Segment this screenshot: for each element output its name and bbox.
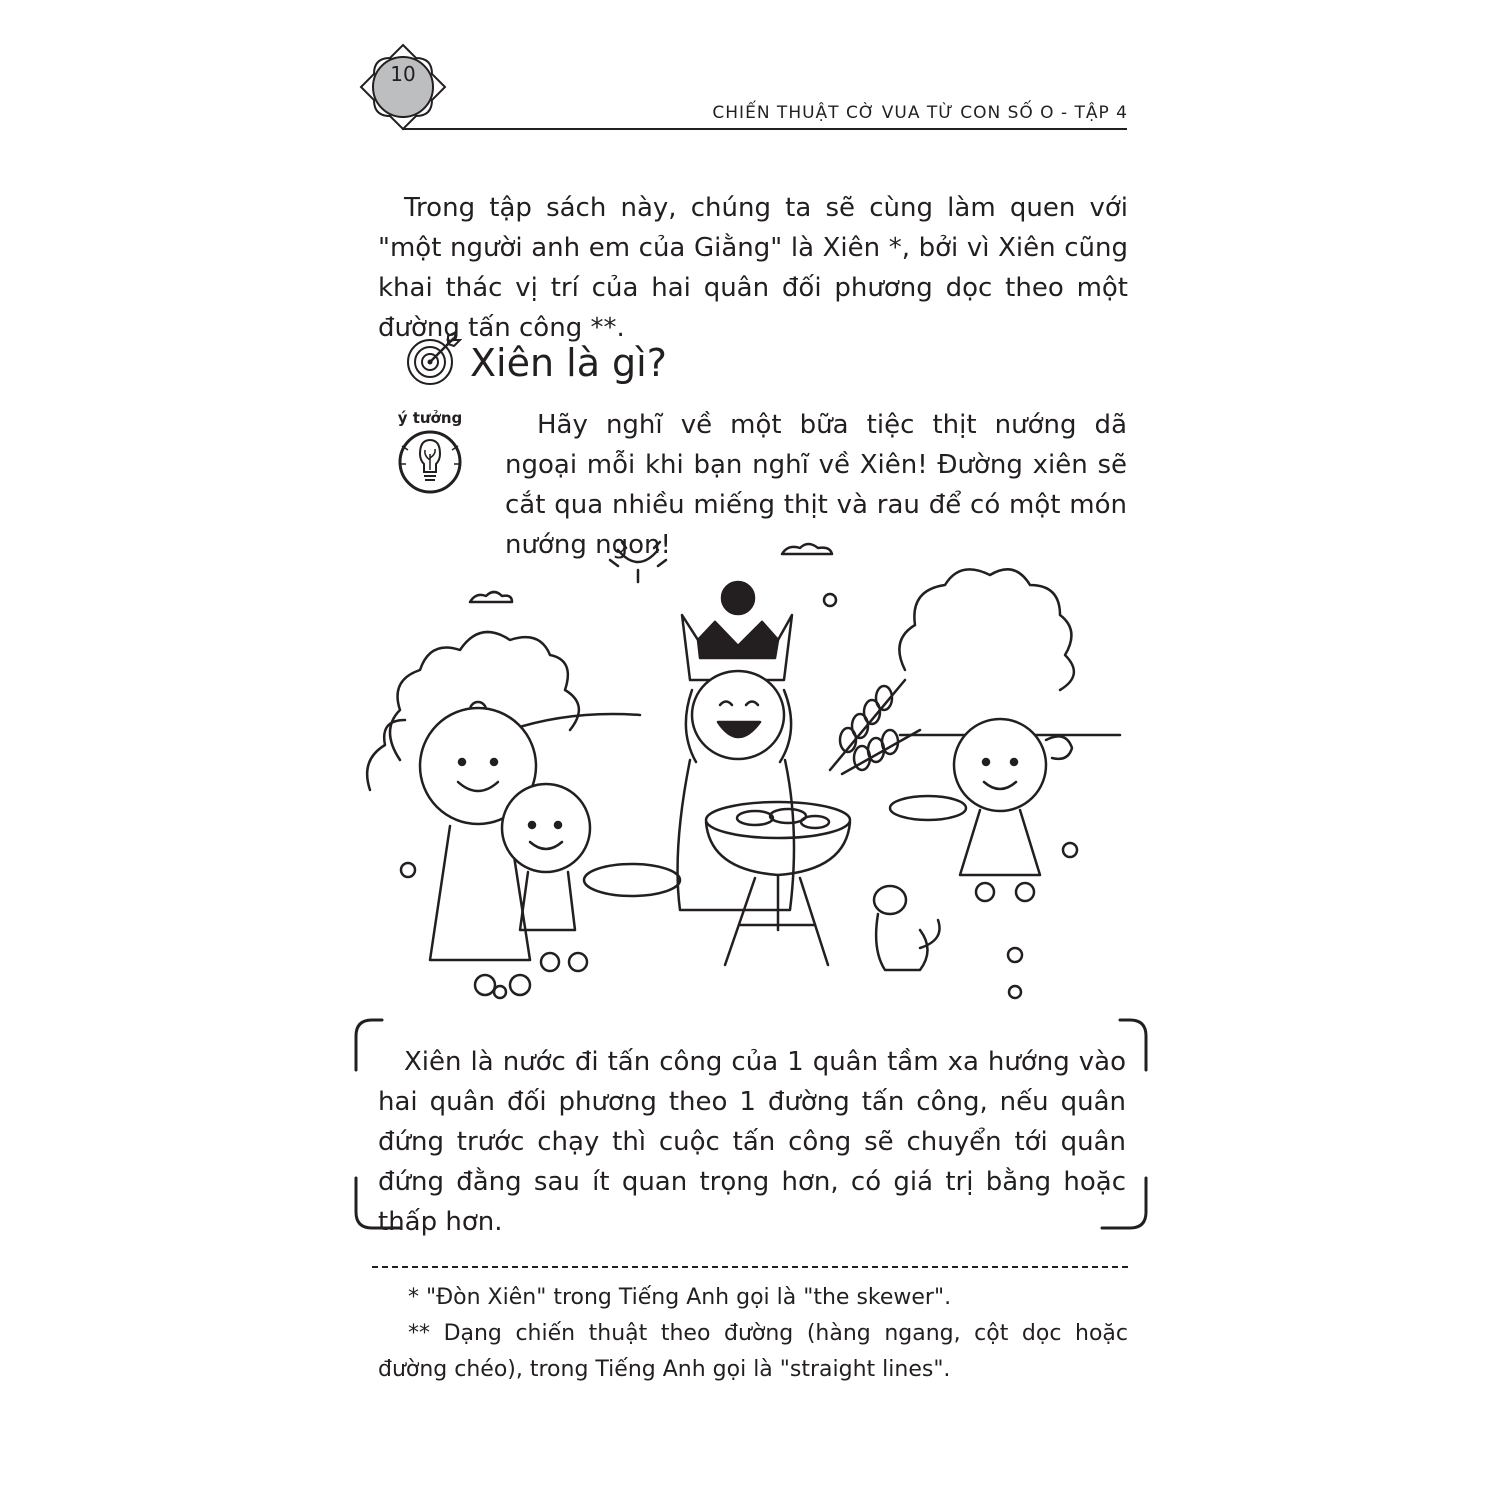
running-title: CHIẾN THUẬT CỜ VUA TỪ CON SỐ O - TẬP 4 (712, 103, 1128, 123)
page-number-badge (358, 42, 448, 132)
girl-character (890, 719, 1072, 901)
target-icon (404, 330, 462, 388)
page-number: 10 (390, 62, 416, 86)
idea-label: ý tưởng (397, 409, 463, 427)
cloud-icon (470, 592, 512, 602)
sun-icon (610, 542, 666, 582)
footnote-2: ** Dạng chiến thuật theo đường (hàng ngang, cột dọc hoặc đường chéo), trong Tiếng Anh gọi là "straight lines". (378, 1321, 1128, 1382)
skewer-icon (830, 680, 920, 774)
section-heading: Xiên là gì? (470, 341, 667, 385)
dog-icon (874, 886, 940, 970)
footnote-1: * "Đòn Xiên" trong Tiếng Anh gọi là "the skewer". (408, 1285, 952, 1310)
header-rule (402, 128, 1127, 130)
king-character (678, 582, 794, 910)
cloud-icon (782, 544, 832, 554)
barbecue-picnic-illustration (360, 530, 1140, 1000)
grill-icon (706, 802, 850, 965)
bush-icon (899, 569, 1074, 690)
boy-character (502, 784, 590, 971)
plate-icon (890, 796, 966, 820)
definition-paragraph: Xiên là nước đi tấn công của 1 quân tầm xa hướng vào hai quân đối phương theo 1 đường tấn công, nếu quân đứng trước chạy thì cuộc tấn công sẽ chuyển tới quân đứng đằng sau ít quan trọng hơn, có giá trị bằng hoặc thấp hơn. (378, 1047, 1126, 1237)
plate-icon (584, 864, 680, 896)
footnote-separator (372, 1266, 1128, 1268)
intro-paragraph: Trong tập sách này, chúng ta sẽ cùng làm quen với "một người anh em của Giằng" là Xiên *, bởi vì Xiên cũng khai thác vị trí của hai quân đối phương dọc theo một đường tấn công **. (378, 193, 1128, 343)
idea-paragraph: Hãy nghĩ về một bữa tiệc thịt nướng dã ngoại mỗi khi bạn nghĩ về Xiên! Đường xiên sẽ cắt qua nhiều miếng thịt và rau để có một món nướng ngon! (505, 410, 1127, 560)
